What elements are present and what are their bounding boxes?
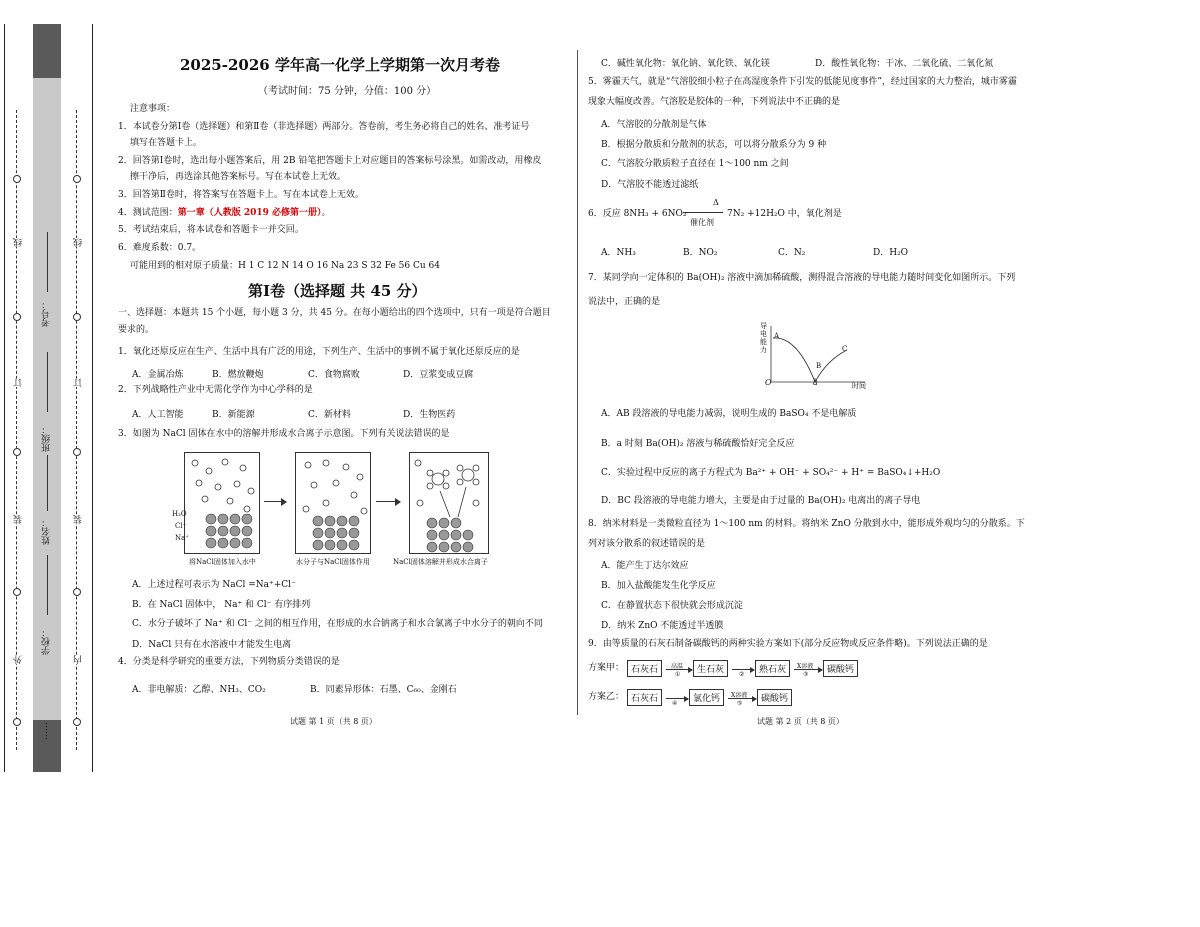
note-1: 1．本试卷分第Ⅰ卷（选择题）和第Ⅱ卷（非选择题）两部分。答卷前，考生务必将自己的姓名、准考证号 bbox=[118, 122, 530, 132]
q6-reaction-arrow bbox=[683, 212, 723, 213]
page-divider bbox=[577, 50, 578, 715]
atomic-masses: 可能用到的相对原子质量：H 1 C 12 N 14 O 16 Na 23 S 32 Fe 56 Cu 64 bbox=[130, 261, 440, 271]
plan-a-step1-cond: 高温 bbox=[671, 663, 684, 670]
q5-stem: 5．雾霾天气，就是“气溶胶细小粒子在高湿度条件下引发的低能见度事件”，经过国家的大力整治，城市雾霾 bbox=[588, 77, 1017, 87]
label-na: Na⁺ bbox=[175, 534, 189, 542]
graph-x-label: 时间 bbox=[852, 382, 866, 390]
q3-stem: 3．如图为 NaCl 固体在水中的溶解并形成水合离子示意图。下列有关说法错误的是 bbox=[118, 429, 450, 439]
q7-stem: 7．某同学向一定体积的 Ba(OH)₂ 溶液中滴加稀硫酸，测得混合溶液的导电能力随时间变化如图所示。下列 bbox=[588, 273, 1016, 283]
name-label: 姓名： bbox=[42, 518, 52, 545]
note-3: 3．回答第Ⅱ卷时，将答案写在答题卡上。写在本试卷上无效。 bbox=[118, 190, 364, 200]
plan-a-quicklime: 生石灰 bbox=[693, 660, 728, 677]
q7-stem-cont: 说法中，正确的是 bbox=[588, 297, 661, 307]
q2-option-d[interactable]: D．生物医药 bbox=[403, 410, 456, 420]
binding-hole bbox=[13, 448, 21, 456]
q8-option-a[interactable]: A．能产生丁达尔效应 bbox=[601, 561, 689, 571]
binding-mark-line: 线 bbox=[74, 238, 84, 247]
school-field[interactable] bbox=[47, 555, 48, 615]
q2-stem: 2．下列战略性产业中无需化学作为中心学科的是 bbox=[118, 385, 313, 395]
figure-1-caption: 将NaCl固体加入水中 bbox=[189, 558, 256, 566]
q6-option-b[interactable]: B．NO₂ bbox=[683, 248, 718, 258]
notes-heading: 注意事项： bbox=[130, 104, 176, 114]
q8-option-c[interactable]: C．在静置状态下很快就会形成沉淀 bbox=[601, 601, 743, 611]
plan-a-step1-num: ① bbox=[675, 671, 681, 678]
binding-mark-line: 线 bbox=[14, 238, 24, 247]
q7-option-a[interactable]: A．AB 段溶液的导电能力减弱，说明生成的 BaSO₄ 不是电解质 bbox=[601, 409, 857, 419]
q8-stem-cont: 列对该分散系的叙述错误的是 bbox=[588, 539, 706, 549]
q6-condition-heat: Δ bbox=[713, 198, 719, 207]
graph-point-b: B bbox=[816, 362, 822, 370]
exam-number-label: 考号： bbox=[42, 300, 52, 327]
plan-b-step4-num: ④ bbox=[672, 700, 678, 707]
q1-option-c[interactable]: C．食物腐败 bbox=[308, 370, 360, 380]
binding-border-right bbox=[92, 24, 93, 772]
q1-option-a[interactable]: A．金属冶炼 bbox=[132, 370, 184, 380]
note-5: 5．考试结束后，将本试卷和答题卡一并交回。 bbox=[118, 225, 304, 235]
q3-option-b[interactable]: B．在 NaCl 固体中， Na⁺ 和 Cl⁻ 有序排列 bbox=[132, 600, 311, 610]
flow-arrow bbox=[264, 501, 286, 502]
plan-a-arrow-2 bbox=[732, 669, 754, 670]
q4-option-c[interactable]: C．碱性氧化物：氧化钠、氧化铁、氧化镁 bbox=[601, 59, 770, 69]
binding-hole bbox=[73, 175, 81, 183]
q2-option-c[interactable]: C．新材料 bbox=[308, 410, 351, 420]
section-1-intro-cont: 要求的。 bbox=[118, 325, 155, 335]
q5-option-b[interactable]: B．根据分散质和分散剂的状态，可以将分散系分为 9 种 bbox=[601, 140, 827, 150]
figure-2-caption: 水分子与NaCl固体作用 bbox=[296, 558, 370, 566]
plan-a-step3-num: ③ bbox=[803, 671, 809, 678]
exam-title: 2025-2026 学年高一化学上学期第一次月考卷 bbox=[180, 56, 500, 74]
q3-option-d[interactable]: D．NaCl 只有在水溶液中才能发生电离 bbox=[132, 640, 292, 650]
test-scope: 第一章（人教版 2019 必修第一册） bbox=[177, 208, 322, 218]
q6-option-a[interactable]: A．NH₃ bbox=[601, 248, 636, 258]
plan-b-arrow-1 bbox=[666, 698, 688, 699]
binding-hole bbox=[73, 588, 81, 596]
plan-a-label: 方案甲： bbox=[588, 663, 625, 673]
q5-option-a[interactable]: A．气溶胶的分散剂是气体 bbox=[601, 120, 707, 130]
binding-hole bbox=[13, 313, 21, 321]
q6-option-c[interactable]: C．N₂ bbox=[778, 248, 806, 258]
plan-b-step5-cond: X溶液 bbox=[731, 692, 748, 699]
binding-mark-inside: 内 bbox=[74, 655, 84, 664]
plan-a-step2-num: ② bbox=[739, 671, 745, 678]
note-4 bbox=[118, 207, 331, 220]
plan-a-slaked-lime: 熟石灰 bbox=[755, 660, 790, 677]
q8-stem: 8．纳米材料是一类微粒直径为 1～100 nm 的材料。将纳米 ZnO 分散到水中，能形成外观均匀的分散系。下 bbox=[588, 519, 1025, 529]
label-cl: Cl⁻ bbox=[175, 522, 187, 530]
q1-option-b[interactable]: B．燃放鞭炮 bbox=[212, 370, 264, 380]
nacl-figure-1 bbox=[184, 452, 260, 554]
q1-option-d[interactable]: D．豆浆变成豆腐 bbox=[403, 370, 474, 380]
binding-mark-outside: 外 bbox=[14, 655, 24, 664]
class-field[interactable] bbox=[47, 352, 48, 412]
q6-condition-catalyst: 催化剂 bbox=[690, 218, 714, 227]
q7-option-d[interactable]: D．BC 段溶液的导电能力增大，主要是由于过量的 Ba(OH)₂ 电离出的离子导电 bbox=[601, 496, 921, 506]
q6-stem-suffix: 7N₂ +12H₂O 中，氧化剂是 bbox=[727, 209, 842, 219]
q4-stem: 4．分类是科学研究的重要方法，下列物质分类错误的是 bbox=[118, 657, 340, 667]
inner-cut-line bbox=[76, 110, 77, 750]
q3-option-a[interactable]: A．上述过程可表示为 NaCl =Na⁺+Cl⁻ bbox=[132, 580, 296, 590]
q7-option-b[interactable]: B．a 时刻 Ba(OH)₂ 溶液与稀硫酸恰好完全反应 bbox=[601, 439, 795, 449]
q3-option-c[interactable]: C．水分子破坏了 Na⁺ 和 Cl⁻ 之间的相互作用，在形成的水合钠离子和水合氯离子中水分子的朝向不同 bbox=[132, 619, 543, 629]
binding-dots: …… bbox=[40, 722, 50, 740]
graph-origin: O bbox=[765, 378, 772, 387]
nacl-figure-2 bbox=[295, 452, 371, 554]
exam-number-field[interactable] bbox=[47, 232, 48, 292]
graph-point-c: C bbox=[842, 345, 848, 353]
q7-option-c[interactable]: C．实验过程中反应的离子方程式为 Ba²⁺ + OH⁻ + SO₄²⁻ + H⁺ = BaSO₄↓+H₂O bbox=[601, 468, 941, 478]
binding-mark-order: 订 bbox=[74, 378, 84, 387]
binding-hole bbox=[73, 313, 81, 321]
note-2: 2．回答第Ⅰ卷时，选出每小题答案后，用 2B 铅笔把答题卡上对应题目的答案标号涂黑。如需改动，用橡皮 bbox=[118, 156, 542, 166]
graph-time-a: a bbox=[813, 378, 818, 387]
plan-a-step3-cond: X溶液 bbox=[797, 663, 814, 670]
q4-option-a[interactable]: A．非电解质：乙醇、NH₃、CO₂ bbox=[132, 685, 266, 695]
binding-dark-top bbox=[33, 24, 61, 78]
binding-hole bbox=[13, 175, 21, 183]
q2-option-b[interactable]: B．新能源 bbox=[212, 410, 255, 420]
plan-b-limestone: 石灰石 bbox=[627, 689, 662, 706]
school-label: 学校： bbox=[42, 628, 52, 655]
q8-option-b[interactable]: B．加入盐酸能发生化学反应 bbox=[601, 581, 716, 591]
q6-stem-prefix: 6．反应 8NH₃ + 6NO₂ bbox=[588, 209, 687, 219]
plan-b-calcium-carbonate: 碳酸钙 bbox=[757, 689, 792, 706]
exam-subtitle: （考试时间：75 分钟，分值：100 分） bbox=[258, 86, 437, 97]
q1-stem: 1．氧化还原反应在生产、生活中具有广泛的用途，下列生产、生活中的事例不属于氧化还原反应的是 bbox=[118, 347, 520, 357]
plan-b-calcium-chloride: 氯化钙 bbox=[689, 689, 724, 706]
nacl-figure-2-drawing bbox=[296, 453, 370, 553]
nacl-figure-3 bbox=[409, 452, 489, 554]
binding-mark-order: 订 bbox=[14, 378, 24, 387]
q8-option-d[interactable]: D．纳米 ZnO 不能透过半透膜 bbox=[601, 621, 724, 631]
outer-cut-line bbox=[16, 110, 17, 750]
plan-b-label: 方案乙： bbox=[588, 692, 625, 702]
binding-hole bbox=[73, 718, 81, 726]
q2-option-a[interactable]: A．人工智能 bbox=[132, 410, 184, 420]
graph-y-label: 导电能力 bbox=[760, 322, 767, 354]
note-4-suffix: 。 bbox=[321, 208, 331, 218]
q5-option-d[interactable]: D．气溶胶不能透过滤纸 bbox=[601, 180, 699, 190]
label-h2o: H₂O bbox=[172, 510, 187, 518]
section-1-title: 第Ⅰ卷（选择题 共 45 分） bbox=[248, 282, 427, 300]
graph-point-a: A bbox=[774, 332, 780, 340]
note-4-prefix: 4．测试范围： bbox=[118, 208, 178, 218]
note-6: 6．难度系数：0.7。 bbox=[118, 243, 202, 253]
plan-b-step5-num: ⑤ bbox=[737, 700, 743, 707]
q6-option-d[interactable]: D．H₂O bbox=[873, 248, 909, 258]
note-2-cont: 擦干净后，再选涂其他答案标号。写在本试卷上无效。 bbox=[130, 172, 347, 182]
footer-page-2: 试题 第 2 页（共 8 页） bbox=[757, 717, 844, 726]
plan-a-limestone: 石灰石 bbox=[627, 660, 662, 677]
note-1-cont: 填写在答题卡上。 bbox=[130, 138, 203, 148]
figure-3-caption: NaCl固体溶解并形成水合离子 bbox=[393, 558, 488, 566]
flow-arrow bbox=[376, 501, 400, 502]
footer-page-1: 试题 第 1 页（共 8 页） bbox=[290, 717, 377, 726]
plan-a-calcium-carbonate: 碳酸钙 bbox=[823, 660, 858, 677]
binding-hole bbox=[73, 448, 81, 456]
binding-hole bbox=[13, 718, 21, 726]
name-field[interactable] bbox=[47, 455, 48, 511]
q5-stem-cont: 现象大幅度改善。气溶胶是胶体的一种，下列说法中不正确的是 bbox=[588, 97, 841, 107]
q4-option-d[interactable]: D．酸性氧化物：干冰、二氧化硫、二氧化氮 bbox=[815, 59, 994, 69]
nacl-figure-1-drawing bbox=[185, 453, 259, 553]
section-1-intro: 一、选择题：本题共 15 个小题，每小题 3 分，共 45 分。在每小题给出的四个选项中，只有一项是符合题目 bbox=[118, 308, 551, 318]
q9-stem: 9．由等质量的石灰石制备碳酸钙的两种实验方案如下(部分反应物或反应条件略)。下列说法正确的是 bbox=[588, 639, 988, 649]
q4-option-b[interactable]: B．同素异形体：石墨、C₆₀、金刚石 bbox=[310, 685, 457, 695]
q5-option-c[interactable]: C．气溶胶分散质粒子直径在 1～100 nm 之间 bbox=[601, 159, 789, 169]
class-label: 班级： bbox=[42, 425, 52, 452]
nacl-figure-3-drawing bbox=[410, 453, 488, 553]
binding-mark-bind: 装 bbox=[74, 515, 84, 524]
binding-mark-bind: 装 bbox=[14, 515, 24, 524]
binding-hole bbox=[13, 588, 21, 596]
binding-border-left bbox=[4, 24, 5, 772]
